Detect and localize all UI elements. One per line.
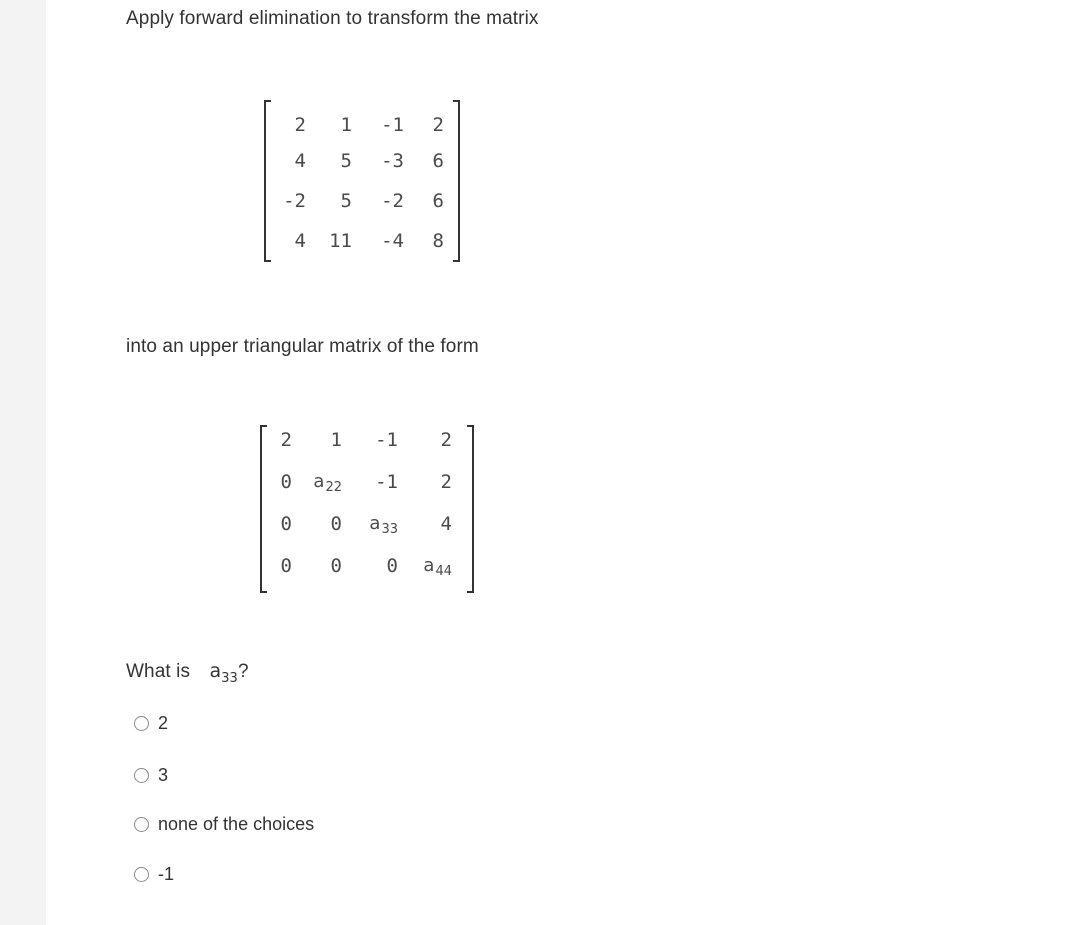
radio-button[interactable] [134, 768, 149, 783]
matrix-cell: 2 [280, 429, 292, 451]
matrix-cell: -3 [381, 150, 404, 172]
question-prompt [126, 660, 249, 686]
option-label: none of the choices [158, 813, 315, 834]
matrix-cell: 2 [440, 471, 452, 493]
matrix-cell: -2 [283, 190, 306, 212]
matrix-cell: 8 [432, 230, 444, 252]
matrix-cell: 4 [294, 230, 306, 252]
left-margin-strip [0, 0, 46, 925]
matrix-cell: 2 [294, 114, 306, 136]
option-label: 3 [158, 764, 169, 785]
matrix-cell: 5 [340, 190, 352, 212]
matrix-cell: -1 [375, 471, 398, 493]
matrix-cell: 6 [432, 190, 444, 212]
matrix-cell: -1 [381, 114, 404, 136]
radio-button[interactable] [134, 716, 149, 731]
matrix-left-bracket [260, 425, 267, 593]
matrix-symbol-cell: $a_{22}$ [313, 471, 342, 495]
matrix-cell: 6 [432, 150, 444, 172]
matrix-cell: 0 [280, 555, 292, 577]
option-label: 2 [158, 712, 169, 733]
matrix-cell: -1 [375, 429, 398, 451]
matrix-symbol-cell: $a_{33}$ [369, 513, 398, 537]
matrix-cell: 0 [330, 555, 342, 577]
matrix-cell: 4 [440, 513, 452, 535]
matrix-cell: 0 [386, 555, 398, 577]
matrix-cell: -2 [381, 190, 404, 212]
matrix-right-bracket [467, 425, 474, 593]
matrix-cell: 1 [340, 114, 352, 136]
question-intro: Apply forward elimination to transform the matrix [126, 8, 539, 29]
matrix-upper-triangular [260, 425, 474, 593]
prompt-suffix: ? [237, 661, 249, 682]
answer-option[interactable] [134, 863, 174, 885]
matrix-original [264, 100, 460, 262]
answer-option[interactable] [134, 764, 168, 786]
matrix-cell: 0 [330, 513, 342, 535]
answer-option[interactable] [134, 813, 314, 835]
matrix-cell: 4 [294, 150, 306, 172]
prompt-symbol: $a_{33}$ [209, 660, 238, 686]
matrix-symbol-cell: $a_{44}$ [423, 555, 452, 579]
radio-button[interactable] [134, 867, 149, 882]
matrix-cell: 2 [432, 114, 444, 136]
prompt-prefix: What is [126, 661, 191, 682]
matrix-cell: 5 [340, 150, 352, 172]
answer-option[interactable] [134, 712, 168, 734]
matrix-cell: 11 [329, 230, 352, 252]
matrix-cell: -4 [381, 230, 404, 252]
matrix-cell: 0 [280, 513, 292, 535]
matrix-cell: 0 [280, 471, 292, 493]
matrix-cell: 2 [440, 429, 452, 451]
option-label: -1 [158, 863, 175, 884]
radio-button[interactable] [134, 817, 149, 832]
question-middle: into an upper triangular matrix of the form [126, 336, 479, 357]
matrix-left-bracket [264, 100, 271, 262]
matrix-right-bracket [453, 100, 460, 262]
matrix-cell: 1 [330, 429, 342, 451]
